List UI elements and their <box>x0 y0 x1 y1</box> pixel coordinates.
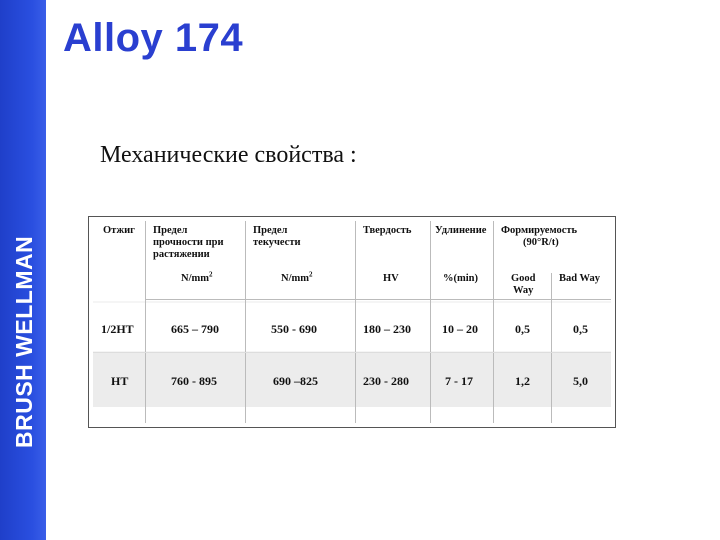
col-sep <box>551 273 552 423</box>
row1-bad-way: 0,5 <box>573 322 588 336</box>
brand-sidebar <box>0 0 46 540</box>
row2-bad-way: 5,0 <box>573 374 588 388</box>
header-formability-line1: Формируемость <box>501 225 578 236</box>
unit-good-way-line1: Good <box>511 273 536 284</box>
header-tensile-line3: растяжении <box>153 249 210 260</box>
unit-good-way-line2: Way <box>513 285 534 296</box>
footer-band <box>93 407 611 423</box>
unit-tensile: $N/mm^2$ <box>181 270 213 284</box>
col-sep <box>245 221 246 423</box>
row1-good-way: 0,5 <box>515 322 530 336</box>
row1-elongation: 10 – 20 <box>442 322 478 336</box>
row2-tensile: 760 - 895 <box>171 374 217 388</box>
header-tensile-line2: прочности при <box>153 237 224 248</box>
unit-hardness: HV <box>383 273 399 284</box>
header-annealing: Отжиг <box>103 225 135 236</box>
row1-hardness: 180 – 230 <box>363 322 411 336</box>
unit-elongation: %(min) <box>443 273 478 284</box>
header-tensile-line1: Предел <box>153 225 188 236</box>
header-yield-line2: текучести <box>253 237 301 248</box>
row1-tensile: 665 – 790 <box>171 322 219 336</box>
header-formability-line2: (90°R/t) <box>523 237 559 248</box>
col-sep <box>355 221 356 423</box>
unit-yield: $N/mm^2$ <box>281 270 313 284</box>
row2-good-way: 1,2 <box>515 374 530 388</box>
header-elongation: Удлинение <box>435 225 487 236</box>
page-subtitle: Механические свойства : <box>100 142 357 168</box>
page-title: Alloy 174 <box>63 16 244 60</box>
row1-temper: 1/2HT <box>101 322 134 336</box>
brand-name: BRUSH WELLMAN <box>11 235 37 448</box>
unit-bad-way: Bad Way <box>559 273 600 284</box>
col-sep <box>430 221 431 423</box>
header-hardness: Твердость <box>363 225 412 236</box>
properties-table <box>88 216 616 428</box>
col-sep <box>145 221 146 423</box>
row2-elongation: 7 - 17 <box>445 374 473 388</box>
col-sep <box>493 221 494 423</box>
row2-temper: HT <box>111 374 129 388</box>
row2-yield: 690 –825 <box>273 374 318 388</box>
header-yield-line1: Предел <box>253 225 288 236</box>
table-grid <box>93 221 611 423</box>
row-sep <box>93 352 611 353</box>
row-sep <box>145 299 611 300</box>
row2-hardness: 230 - 280 <box>363 374 409 388</box>
row1-yield: 550 - 690 <box>271 322 317 336</box>
